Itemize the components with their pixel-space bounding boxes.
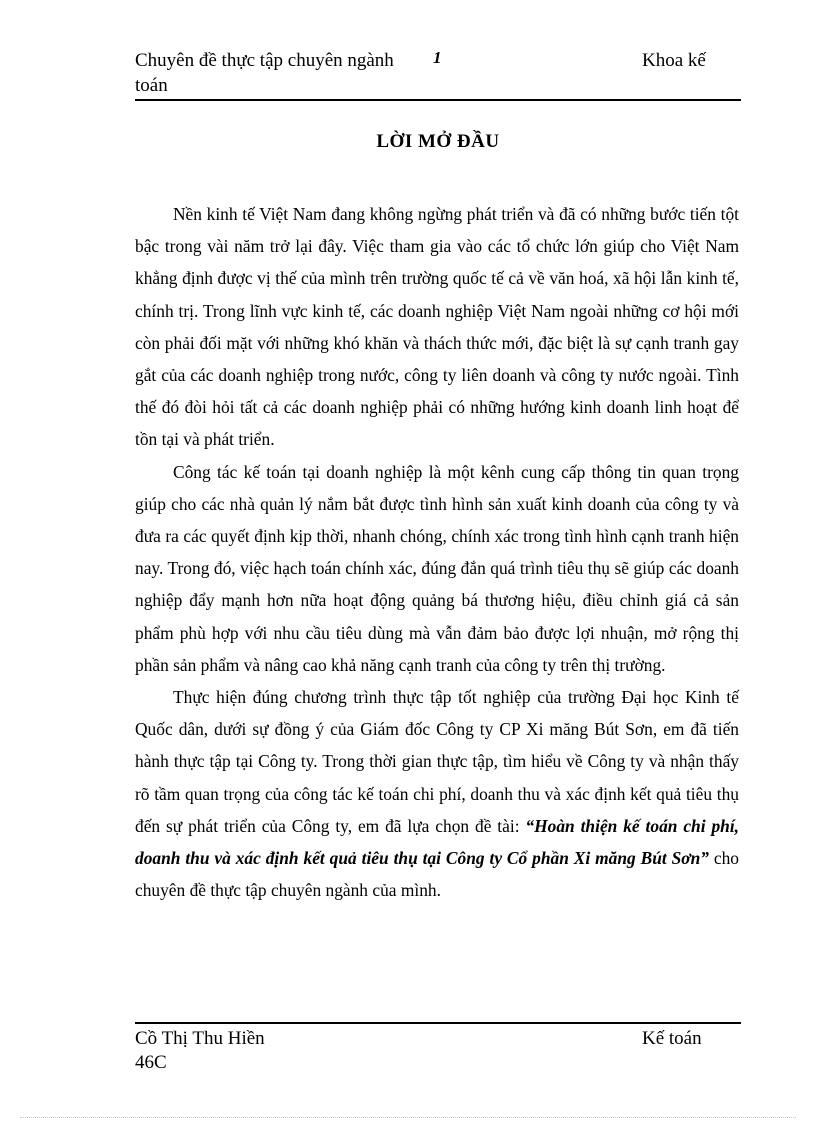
paragraph-topic-end: cho chuyên đề thực tập chuyên ngành của mình.: [135, 848, 739, 901]
author-class: 46C: [135, 1052, 167, 1073]
document-body: [135, 198, 739, 906]
page-footer: [135, 1027, 741, 1077]
paragraph-intro: Nền kinh tế Việt Nam đang không ngừng phát triển và đã có những bước tiến tột bậc trong vài năm trở lại đây. Việc tham gia vào các tổ chức lớn giúp cho Việt Nam khẳng định được vị thế của mình trên trường quốc tế cả về văn hoá, xã hội lẫn kinh tế, chính trị. Trong lĩnh vực kinh tế, các doanh nghiệp Việt Nam ngoài những cơ hội mới còn phải đối mặt với những khó khăn và thách thức mới, đặc biệt là sự cạnh tranh gay gắt của các doanh nghiệp trong nước, công ty liên doanh và công ty nước ngoài. Tình thế đó đòi hỏi tất cả các doanh nghiệp phải có những hướng kinh doanh linh hoạt để tồn tại và phát triển.: [135, 204, 739, 450]
thesis-topic: “Hoàn thiện kế toán chi phí, doanh thu và xác định kết quả tiêu thụ tại Công ty Cổ phần Xi măng Bút Sơn”: [135, 815, 739, 869]
page-title: LỜI MỞ ĐẦU: [376, 131, 500, 152]
paragraph-topic: [135, 681, 739, 906]
header-department: Khoa kế: [642, 50, 706, 71]
paragraph-topic-intro: Thực hiện đúng chương trình thực tập tốt nghiệp của trường Đại học Kinh tế Quốc dân, dưới sự đồng ý của Giám đốc Công ty CP Xi măng Bút Sơn, em đã tiến hành thực tập tại Công ty. Trong thời gian thực tập, tìm hiểu về Công ty và nhận thấy rõ tầm quan trọng của công tác kế toán chi phí, doanh thu và xác định kết quả tiêu thụ đến sự phát triển của Công ty, em đã lựa chọn đề tài:: [135, 687, 739, 836]
header-left-text: [135, 48, 465, 98]
header-course-title: Chuyên đề thực tập chuyên ngành: [135, 50, 394, 71]
header-divider: [135, 99, 741, 101]
page-number: 1: [433, 48, 442, 67]
footer-major: Kế toán: [642, 1028, 702, 1049]
page-bottom-border: [20, 1117, 796, 1118]
author-name: Cồ Thị Thu Hiền: [135, 1028, 265, 1049]
footer-author: [135, 1027, 335, 1075]
footer-divider: [135, 1022, 741, 1024]
header-course-title-line2: toán: [135, 75, 168, 96]
page-header: [135, 48, 741, 98]
paragraph-accounting: Công tác kế toán tại doanh nghiệp là một kênh cung cấp thông tin quan trọng giúp cho các nhà quản lý nắm bắt được tình hình sản xuất kinh doanh của công ty và đưa ra các quyết định kịp thời, nhanh chóng, chính xác trong tình hình cạnh tranh hiện nay. Trong đó, việc hạch toán chính xác, đúng đắn quá trình tiêu thụ sẽ giúp các doanh nghiệp đẩy mạnh hơn nữa hoạt động quảng bá thương hiệu, điều chỉnh giá cả sản phẩm phù hợp với nhu cầu tiêu dùng mà vẫn đảm bảo được lợi nhuận, mở rộng thị phần sản phẩm và nâng cao khả năng cạnh tranh của công ty trên thị trường.: [135, 461, 739, 675]
